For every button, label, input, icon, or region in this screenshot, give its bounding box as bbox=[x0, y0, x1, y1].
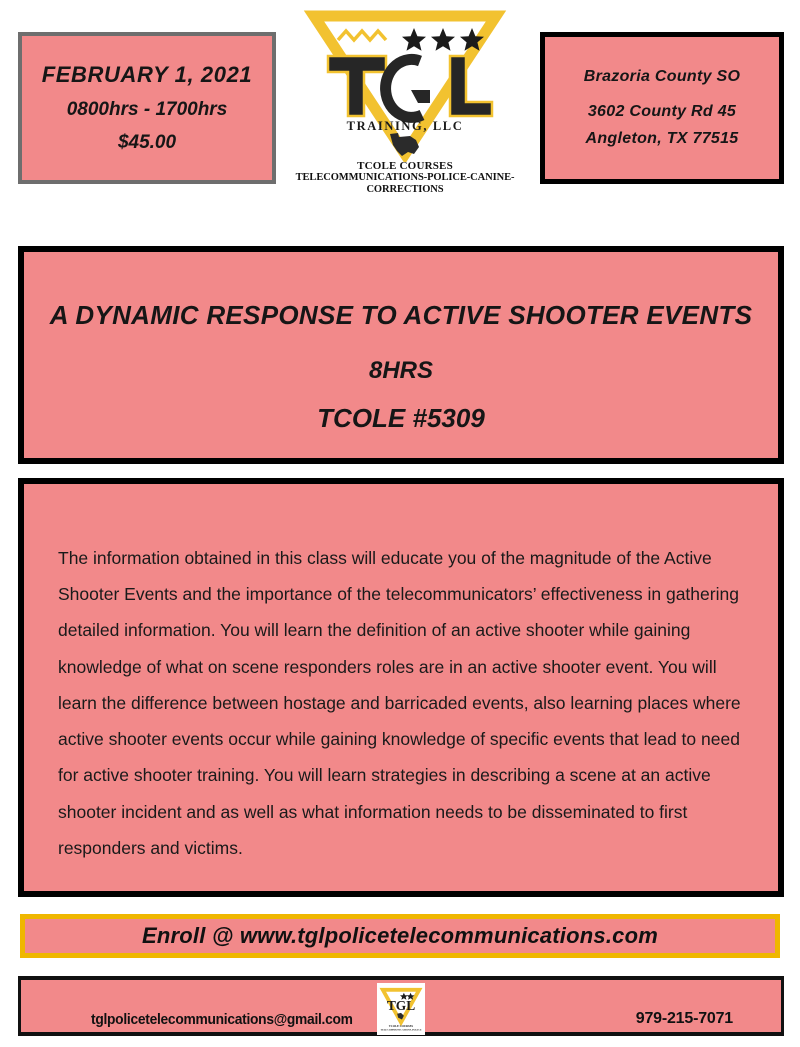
course-date: FEBRUARY 1, 2021 bbox=[41, 62, 253, 87]
street-address: 3602 County Rd 45 bbox=[587, 103, 737, 120]
tgl-logo-mark bbox=[298, 4, 512, 162]
logo-caption-line-1: TCOLE COURSES bbox=[357, 160, 453, 172]
course-duration: 8HRS bbox=[368, 357, 434, 384]
svg-text:TELECOMMUNICATIONS-POLICE: TELECOMMUNICATIONS-POLICE bbox=[380, 1028, 422, 1032]
tgl-logo bbox=[292, 4, 518, 196]
footer-logo bbox=[377, 983, 425, 1035]
svg-text:TCOLE COURSES: TCOLE COURSES bbox=[388, 1024, 414, 1029]
svg-text:TGL: TGL bbox=[386, 997, 416, 1013]
course-description: The information obtained in this class will educate you of the magnitude of the Active Shooter Events and the importance of the telecommunicators’ effectiveness in gathering detailed information. You will learn the definition of an active shooter while gaining knowledge of what on scene responders roles are in an active shooter event. You will learn the difference between hostage and barricaded events, also learning places where active shooter events occur while gaining knowledge of specific events that lead to need for active shooter training. You will learn strategies in describing a scene at an active shooter incident and as well as what information needs to be disseminated to first responders and victims. bbox=[58, 548, 741, 858]
zigzag-icon bbox=[338, 31, 386, 40]
course-description-box bbox=[18, 478, 784, 897]
footer-logo-svg bbox=[378, 984, 424, 1034]
contact-phone[interactable]: 979-215-7071 bbox=[635, 1010, 733, 1027]
course-title-box bbox=[18, 246, 784, 464]
course-hours: 0800hrs - 1700hrs bbox=[66, 99, 228, 120]
contact-email[interactable]: tglpolicetelecommunications@gmail.com bbox=[91, 1011, 353, 1028]
enroll-url[interactable]: Enroll @ www.tglpolicetelecommunications.com bbox=[142, 923, 658, 948]
logo-caption-line-2: TELECOMMUNICATIONS-POLICE-CANINE-CORRECTIONS bbox=[295, 172, 515, 196]
city-state-zip: Angleton, TX 77515 bbox=[585, 130, 739, 147]
course-price: $45.00 bbox=[117, 132, 177, 153]
location-info-box bbox=[540, 32, 784, 184]
date-info-box bbox=[18, 32, 276, 184]
course-title: A DYNAMIC RESPONSE TO ACTIVE SHOOTER EVENTS bbox=[49, 300, 753, 330]
logo-caption bbox=[292, 160, 518, 196]
agency-name: Brazoria County SO bbox=[583, 68, 741, 85]
tgl-logo-svg bbox=[298, 4, 512, 162]
tcole-course-number: TCOLE #5309 bbox=[317, 403, 485, 433]
logo-subtitle: TRAINING, LLC bbox=[346, 119, 464, 133]
footer-bar bbox=[18, 976, 784, 1036]
enroll-bar[interactable] bbox=[20, 914, 780, 958]
